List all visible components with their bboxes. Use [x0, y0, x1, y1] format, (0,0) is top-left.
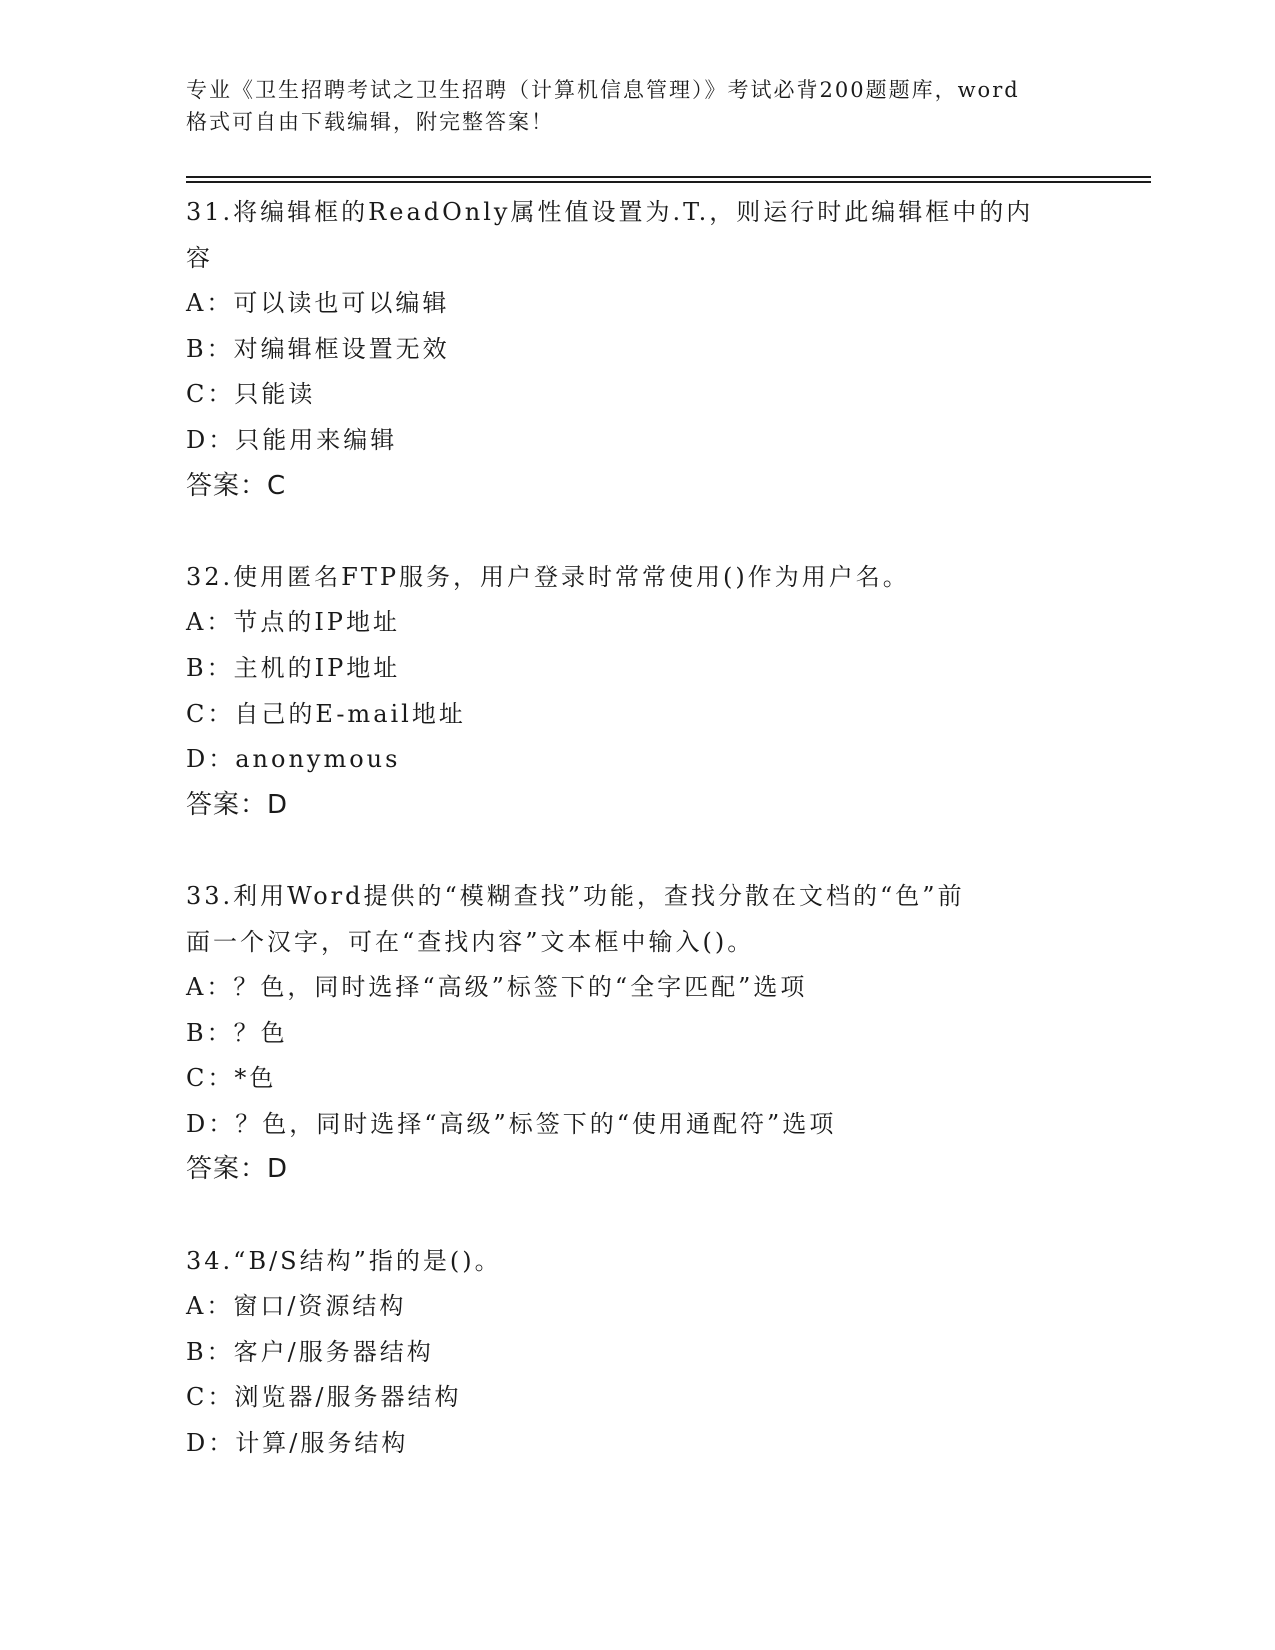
option-a: A：？色，同时选择“高级”标签下的“全字匹配”选项 [186, 973, 808, 1002]
question-34 [186, 1239, 1086, 1467]
option-d: D：计算/服务结构 [186, 1429, 409, 1458]
header-divider-bottom [186, 181, 1151, 183]
answer-line: 答案：D [186, 789, 289, 820]
question-stem-line: 32.使用匿名FTP服务，用户登录时常常使用()作为用户名。 [186, 562, 910, 591]
option-c: C：自己的E-mail地址 [186, 699, 466, 728]
question-32 [186, 555, 1086, 829]
option-a: A：节点的IP地址 [186, 608, 400, 637]
answer-line: 答案：C [186, 470, 287, 501]
option-c: C：*色 [186, 1064, 277, 1093]
option-d: D：anonymous [186, 745, 401, 774]
option-a: A：可以读也可以编辑 [186, 289, 450, 318]
question-stem-line: 33.利用Word提供的“模糊查找”功能，查找分散在文档的“色”前 [186, 881, 965, 910]
question-list [186, 190, 1086, 1467]
header-line-2: 格式可自由下载编辑，附完整答案！ [186, 110, 554, 134]
option-b: B：？色 [186, 1018, 288, 1047]
option-d: D：？色，同时选择“高级”标签下的“使用通配符”选项 [186, 1109, 837, 1138]
question-stem-line: 面一个汉字，可在“查找内容”文本框中输入()。 [186, 927, 755, 956]
question-stem-line: 34.“B/S结构”指的是()。 [186, 1246, 502, 1275]
question-spacer [186, 828, 1086, 874]
option-b: B：主机的IP地址 [186, 653, 401, 682]
question-spacer [186, 509, 1086, 555]
option-c: C：只能读 [186, 380, 316, 409]
option-d: D：只能用来编辑 [186, 425, 398, 454]
option-a: A：窗口/资源结构 [186, 1292, 407, 1321]
question-stem-line: 31.将编辑框的ReadOnly属性值设置为.T.，则运行时此编辑框中的内 [186, 198, 1034, 226]
question-spacer [186, 1193, 1086, 1239]
question-33 [186, 874, 1086, 1193]
document-header [186, 74, 1086, 138]
question-stem-line: 容 [186, 243, 213, 272]
header-line-1: 专业《卫生招聘考试之卫生招聘（计算机信息管理）》考试必背200题题库，word [186, 78, 1020, 102]
option-c: C：浏览器/服务器结构 [186, 1383, 462, 1412]
answer-line: 答案：D [186, 1154, 289, 1185]
question-31 [186, 190, 1086, 509]
option-b: B：客户/服务器结构 [186, 1337, 434, 1366]
header-divider-top [186, 176, 1151, 178]
option-b: B：对编辑框设置无效 [186, 334, 450, 363]
